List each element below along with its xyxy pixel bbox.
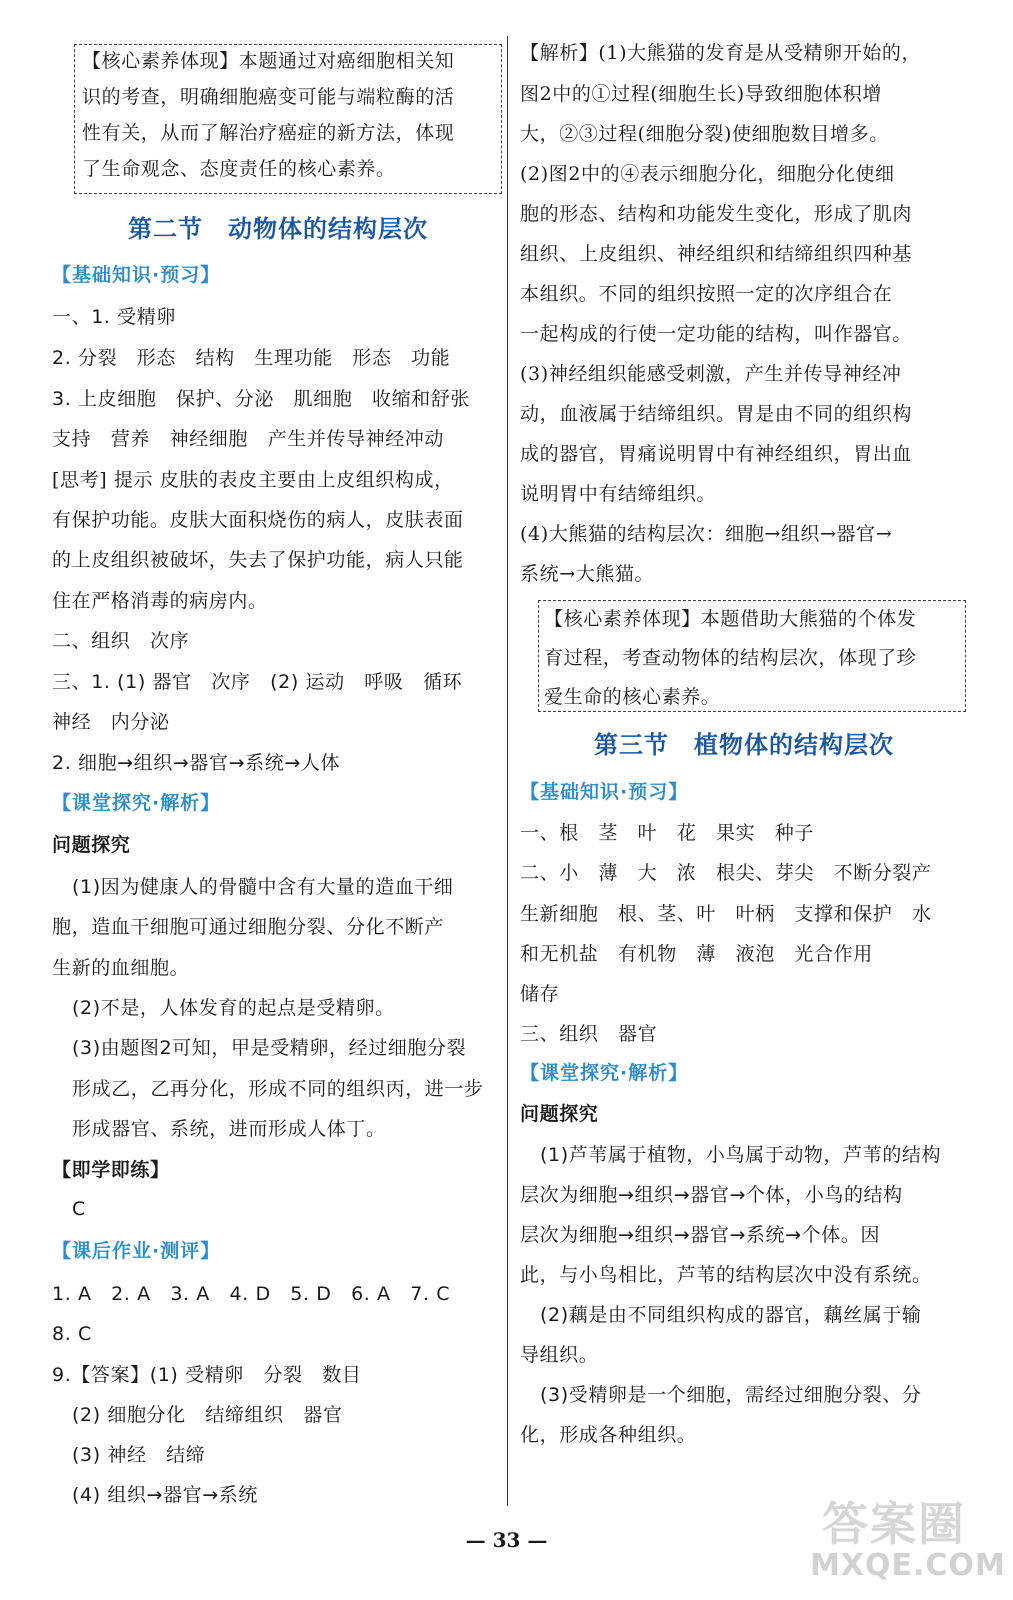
- analysis-line: 组织、上皮组织、神经组织和结缔组织四种基: [520, 243, 913, 265]
- box-line: 【核心素养体现】本题通过对癌细胞相关知: [82, 50, 455, 72]
- analysis-line: (3)神经组织能感受刺激，产生并传导神经冲: [520, 363, 902, 385]
- watermark-site: MXQE.COM: [810, 1548, 1006, 1583]
- question-line: (3)受精卵是一个细胞，需经过细胞分裂、分: [540, 1384, 922, 1406]
- box-line: 【核心素养体现】本题借助大熊猫的个体发: [544, 608, 917, 630]
- question-line: (3)由题图2可知，甲是受精卵，经过细胞分裂: [72, 1037, 467, 1059]
- analysis-line: 【解析】(1)大熊猫的发育是从受精卵开始的，: [520, 42, 922, 64]
- basics-line: 神经 内分泌: [52, 711, 170, 733]
- page-number: — 33 —: [465, 1528, 548, 1552]
- analysis-line: 大，②③过程(细胞分裂)使细胞数目增多。: [520, 123, 889, 145]
- question-line: (2)不是，人体发育的起点是受精卵。: [72, 997, 395, 1019]
- box-line: 性有关，从而了解治疗癌症的新方法，体现: [82, 122, 455, 144]
- box-line: 育过程，考查动物体的结构层次，体现了珍: [544, 647, 917, 669]
- question-line: 此，与小鸟相比，芦苇的结构层次中没有系统。: [520, 1264, 932, 1286]
- basics-line: 2. 细胞→组织→器官→系统→人体: [52, 752, 341, 774]
- section-tag-class: 【课堂探究·解析】: [520, 1062, 689, 1084]
- basics-line: 和无机盐 有机物 薄 液泡 光合作用: [520, 943, 873, 965]
- question-line: 层次为细胞→组织→器官→系统→个体。因: [520, 1224, 881, 1246]
- basics-line: 三、组织 器官: [520, 1023, 658, 1045]
- question-line: 形成器官、系统，进而形成人体丁。: [72, 1118, 386, 1140]
- analysis-line: 说明胃中有结缔组织。: [520, 483, 717, 505]
- basics-line: 2. 分裂 形态 结构 生理功能 形态 功能: [52, 347, 451, 369]
- answer9-line: (2) 细胞分化 结缔组织 器官: [72, 1404, 343, 1426]
- analysis-line: 本组织。不同的组织按照一定的次序组合在: [520, 283, 893, 305]
- think-line: 住在严格消毒的病房内。: [52, 590, 268, 612]
- analysis-line: 一起构成的行使一定功能的结构，叫作器官。: [520, 323, 913, 345]
- basics-line: 支持 营养 神经细胞 产生并传导神经冲动: [52, 428, 445, 450]
- analysis-line: 系统→大熊猫。: [520, 563, 655, 585]
- watermark: [800, 1488, 1006, 1588]
- watermark-logo: 答案圈: [822, 1497, 966, 1551]
- question-heading: 问题探究: [52, 834, 131, 856]
- question-line: (1)因为健康人的骨髓中含有大量的造血干细: [72, 876, 454, 898]
- section-title: 第三节 植物体的结构层次: [594, 730, 894, 759]
- analysis-line: (4)大熊猫的结构层次：细胞→组织→器官→: [520, 523, 893, 545]
- question-line: (2)藕是由不同组织构成的器官，藕丝属于输: [540, 1304, 922, 1326]
- basics-line: 生新细胞 根、茎、叶 叶柄 支撑和保护 水: [520, 903, 932, 925]
- basics-line: 3. 上皮细胞 保护、分泌 肌细胞 收缩和舒张: [52, 388, 470, 410]
- basics-line: 一、1. 受精卵: [52, 306, 176, 328]
- question-line: 化，形成各种组织。: [520, 1424, 697, 1446]
- column-divider: [507, 36, 508, 1506]
- think-line: 的上皮组织被破坏，失去了保护功能，病人只能: [52, 549, 464, 571]
- think-line: 有保护功能。皮肤大面积烧伤的病人，皮肤表面: [52, 509, 464, 531]
- analysis-line: 胞的形态、结构和功能发生变化，形成了肌肉: [520, 203, 913, 225]
- question-line: 层次为细胞→组织→器官→个体，小鸟的结构: [520, 1184, 903, 1206]
- practice-answer: C: [72, 1198, 86, 1220]
- answer9-line: 9.【答案】(1) 受精卵 分裂 数目: [52, 1364, 362, 1386]
- basics-line: 储存: [520, 983, 560, 1005]
- question-line: 胞，造血干细胞可通过细胞分裂、分化不断产: [52, 916, 445, 938]
- section-tag-class: 【课堂探究·解析】: [52, 792, 221, 814]
- question-heading: 问题探究: [520, 1103, 599, 1125]
- answers-line: 8. C: [52, 1323, 92, 1345]
- basics-line: 一、根 茎 叶 花 果实 种子: [520, 822, 815, 844]
- box-line: 识的考查，明确细胞癌变可能与端粒酶的活: [82, 86, 455, 108]
- analysis-line: 成的器官，胃痛说明胃中有神经组织，胃出血: [520, 443, 913, 465]
- think-line: [思考] 提示 皮肤的表皮主要由上皮组织构成，: [52, 469, 454, 491]
- answer9-line: (4) 组织→器官→系统: [72, 1484, 258, 1506]
- box-line: 了生命观念、态度责任的核心素养。: [82, 158, 396, 180]
- basics-line: 三、1. (1) 器官 次序 (2) 运动 呼吸 循环: [52, 671, 463, 693]
- section-title: 第二节 动物体的结构层次: [128, 214, 428, 243]
- practice-heading: 【即学即练】: [52, 1159, 170, 1181]
- question-line: 生新的血细胞。: [52, 957, 190, 979]
- analysis-line: 动，血液属于结缔组织。胃是由不同的组织构: [520, 403, 913, 425]
- box-line: 爱生命的核心素养。: [544, 686, 721, 708]
- basics-line: 二、组织 次序: [52, 630, 190, 652]
- question-line: 导组织。: [520, 1344, 599, 1366]
- answer9-line: (3) 神经 结缔: [72, 1444, 206, 1466]
- question-line: 形成乙，乙再分化，形成不同的组织丙，进一步: [72, 1078, 484, 1100]
- answers-line: 1. A 2. A 3. A 4. D 5. D 6. A 7. C: [52, 1283, 451, 1305]
- section-tag-preview: 【基础知识·预习】: [52, 264, 221, 286]
- section-tag-homework: 【课后作业·测评】: [52, 1240, 221, 1262]
- analysis-line: 图2中的①过程(细胞生长)导致细胞体积增: [520, 83, 882, 105]
- basics-line: 二、小 薄 大 浓 根尖、芽尖 不断分裂产: [520, 862, 932, 884]
- section-tag-preview: 【基础知识·预习】: [520, 781, 689, 803]
- analysis-line: (2)图2中的④表示细胞分化，细胞分化使细: [520, 163, 895, 185]
- question-line: (1)芦苇属于植物，小鸟属于动物，芦苇的结构: [540, 1144, 942, 1166]
